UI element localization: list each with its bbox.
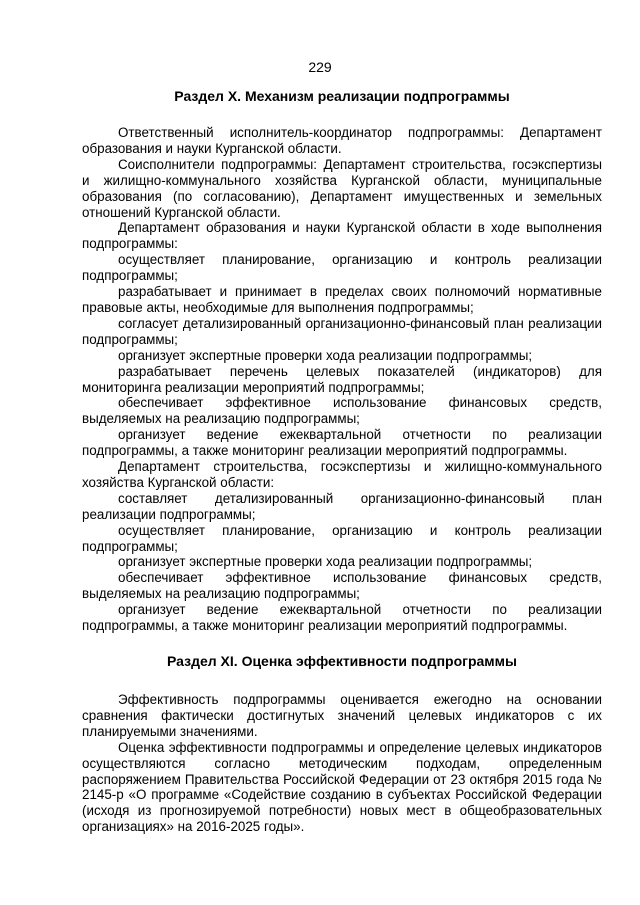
paragraph: Департамент строительства, госэкспертизы и жилищно-коммунального хозяйства Курганской области:: [82, 459, 602, 490]
paragraph: Оценка эффективности подпрограммы и определение целевых индикаторов осуществляются согласно методическим подходам, определенным распоряжением Правительства Российской Федерации от 23 октября 2015 года № 2145-р «О программе «Содействие созданию в субъектах Российской Федерации (исходя из прогнозируемой потребности) новых мест в общеобразовательных организациях» на 2016-2025 годы».: [82, 739, 602, 835]
list-item: осуществляет планирование, организацию и контроль реализации подпрограммы;: [82, 252, 602, 284]
page-content: [82, 88, 602, 835]
paragraph: Департамент образования и науки Курганской области в ходе выполнения подпрограммы:: [82, 220, 602, 252]
list-item: составляет детализированный организационно-финансовый план реализации подпрограммы;: [82, 490, 602, 522]
list-item: разрабатывает и принимает в пределах своих полномочий нормативные правовые акты, необходимые для выполнения подпрограммы;: [82, 284, 602, 315]
paragraph: Эффективность подпрограммы оценивается ежегодно на основании сравнения фактически достигнутых значений целевых индикаторов с их планируемыми значениями.: [82, 692, 602, 739]
section-10-heading: Раздел X. Механизм реализации подпрограммы: [174, 88, 510, 104]
paragraph: Ответственный исполнитель-координатор подпрограммы: Департамент образования и науки Курганской области.: [82, 125, 602, 156]
list-item: организует ведение ежеквартальной отчетности по реализации подпрограммы, а также мониторинг реализации мероприятий подпрограммы.: [82, 427, 602, 459]
paragraph: Соисполнители подпрограммы: Департамент строительства, госэкспертизы и жилищно-коммунального хозяйства Курганской области, муниципальные образования (по согласованию), Департамент имущественных и земельных отношений Курганской области.: [82, 156, 602, 220]
list-item: организует ведение ежеквартальной отчетности по реализации подпрограммы, а также мониторинг реализации мероприятий подпрограммы.: [82, 602, 602, 634]
list-item: обеспечивает эффективное использование финансовых средств, выделяемых на реализацию подпрограммы;: [82, 395, 602, 427]
page-number: 229: [308, 59, 332, 75]
section-10-body: [82, 125, 602, 634]
list-item: организует экспертные проверки хода реализации подпрограммы;: [118, 554, 533, 570]
list-item: обеспечивает эффективное использование финансовых средств, выделяемых на реализацию подпрограммы;: [82, 570, 602, 602]
section-11-heading: Раздел XI. Оценка эффективности подпрограммы: [167, 653, 517, 669]
list-item: организует экспертные проверки хода реализации подпрограммы;: [118, 347, 533, 363]
section-11-body: [82, 692, 602, 835]
list-item: согласует детализированный организационно-финансовый план реализации подпрограммы;: [82, 315, 602, 347]
list-item: разрабатывает перечень целевых показателей (индикаторов) для мониторинга реализации мероприятий подпрограммы;: [82, 363, 602, 395]
list-item: осуществляет планирование, организацию и контроль реализации подпрограммы;: [82, 522, 602, 554]
